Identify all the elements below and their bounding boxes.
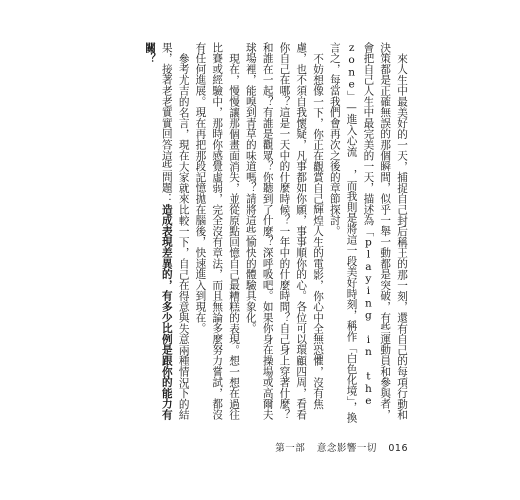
page-number: 016 xyxy=(388,443,408,454)
body-text xyxy=(110,42,410,427)
paragraph-3: 現在，慢慢讓那個畫面消失，並從原點回憶自己最糟糕的表現。想一想在過往比賽或經驗中，那時你感覺虛弱，完全沒有章法，而且無論多麼努力嘗試，都沒有任何進展。現在再把那段記憶拋在腦後，快速進入到現在。 xyxy=(194,42,241,420)
footer-title: 意念影響一切 xyxy=(316,443,377,454)
footer-section: 第一部 xyxy=(275,443,306,454)
paragraph-1: 來人生中最美好的一天，捕捉自己封后稱王的那一刻，還有自己的每項行動和決策都是正確無誤的那個瞬間，似乎一舉一動都是突破，有些運動員和參與者，會把自己人生中最完美的一天，描述為「playing in the zone」—進入心流 ，而我則是將這一段美好時刻，稱作「白色化境」，換言之，每當我們會再次之後的章節探討。 xyxy=(328,42,408,424)
page-footer xyxy=(267,440,408,454)
paragraph-2: 不妨想像一下，你正在觀賞自己輝煌人生的電影，你心中全無恐懼，沒有焦慮，也不須自我懷疑，凡事都如你願，事事順你的心。各位可以環顧四周，看看你自己在哪？這是一天中的什麼時候？一年中的什麼時間？自己身上穿著什麼？和誰在一起？有誰是觀眾？你聽到了什麼？深呼吸吧。如果你身在操場或高爾夫球場裡，能嗅到青草的味道嗎？請將這些愉快的體驗具象化。 xyxy=(244,42,325,420)
paragraph-4-bold-question: 造成表現差異的，有多少比例是跟你的能力有關？ xyxy=(144,42,173,420)
paragraph-4 xyxy=(141,42,191,427)
paragraph-4-text: 參考尤吉的名言，現在大家就來比較一下，自己在得意與失意兩種情況下的結果，接著老老實實回答這些問題： xyxy=(160,42,190,420)
